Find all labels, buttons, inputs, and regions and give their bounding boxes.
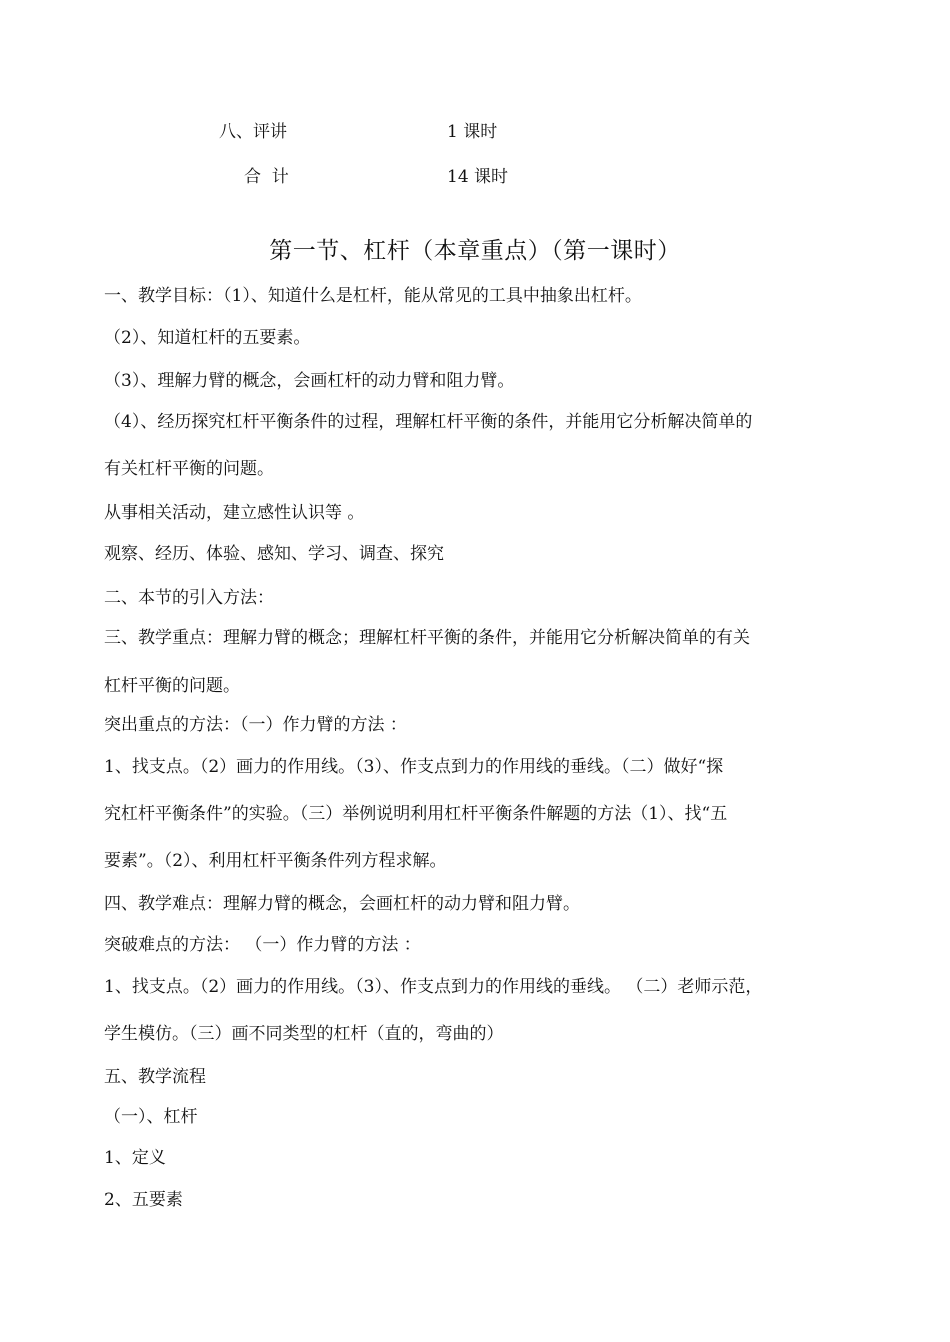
paragraph-line: 要素”。（2）、利用杠杆平衡条件列方程求解。 [104,851,447,871]
paragraph-line: 1、找支点。（2）画力的作用线。（3）、作支点到力的作用线的垂线。 （二）老师示范， [104,977,763,997]
section-title: 第一节、杠杆（本章重点）（第一课时） [269,238,681,264]
paragraph-line: 从事相关活动，建立感性认识等 。 [104,503,365,523]
paragraph-line: 究杠杆平衡条件”的实验。（三）举例说明利用杠杆平衡条件解题的方法（1）、找“五 [104,804,728,824]
paragraph-line: 杠杆平衡的问题。 [104,676,240,696]
paragraph-line: （4）、经历探究杠杆平衡条件的过程，理解杠杆平衡的条件，并能用它分析解决简单的 [104,412,753,432]
paragraph-line: 有关杠杆平衡的问题。 [104,459,274,479]
paragraph-line: 观察、经历、体验、感知、学习、调查、探究 [104,544,444,564]
schedule-item-hours: 1 课时 [447,122,498,142]
paragraph-line: 2、五要素 [104,1190,183,1210]
schedule-item-name: 八、评讲 [219,122,287,142]
paragraph-line: （2）、知道杠杆的五要素。 [104,328,311,348]
paragraph-line: 四、教学难点：理解力臂的概念，会画杠杆的动力臂和阻力臂。 [104,894,580,914]
paragraph-line: 五、教学流程 [104,1067,206,1087]
schedule-total-hours: 14 课时 [447,167,509,187]
paragraph-line: （3）、理解力臂的概念，会画杠杆的动力臂和阻力臂。 [104,371,515,391]
paragraph-line: 二、本节的引入方法： [104,588,274,608]
schedule-total-label: 合 计 [244,167,289,187]
paragraph-line: 一、教学目标：（1）、知道什么是杠杆，能从常见的工具中抽象出杠杆。 [104,286,642,306]
paragraph-line: 学生模仿。（三）画不同类型的杠杆（直的，弯曲的） [104,1024,504,1044]
paragraph-line: 突出重点的方法：（一）作力臂的方法 ： [104,715,407,735]
paragraph-line: 突破难点的方法： （一）作力臂的方法 ： [104,935,421,955]
paragraph-line: （一）、杠杆 [104,1107,198,1127]
paragraph-line: 1、找支点。（2）画力的作用线。（3）、作支点到力的作用线的垂线。（二）做好“探 [104,757,724,777]
paragraph-line: 1、定义 [104,1148,166,1168]
paragraph-line: 三、教学重点：理解力臂的概念；理解杠杆平衡的条件，并能用它分析解决简单的有关 [104,628,750,648]
